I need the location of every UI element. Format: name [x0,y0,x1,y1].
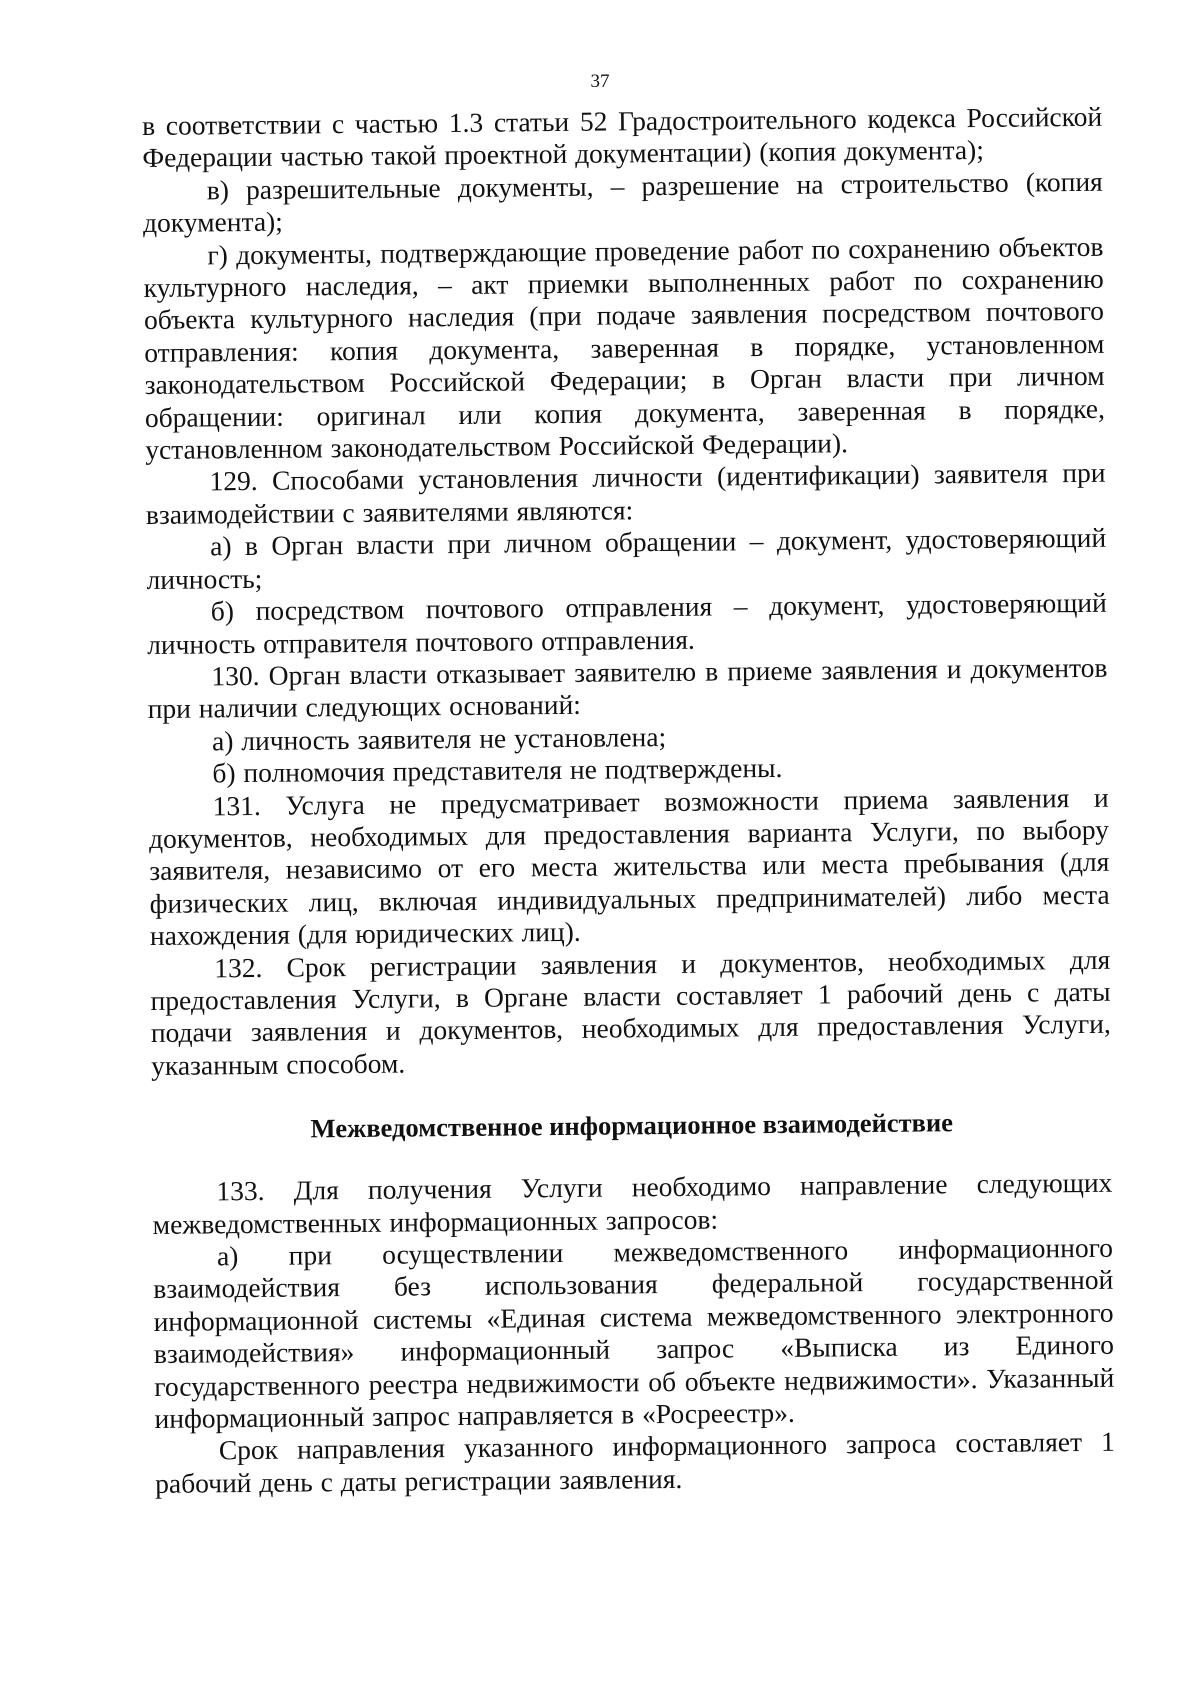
paragraph: 131. Услуга не предусматривает возможности приема заявления и документов, необходимых для предоставления варианта Услуги, по выбору заявителя, независимо от его места жительства или места пребывания (для физических лиц, включая индивидуальных предпринимателей) либо места нахождения (для юридических лиц). [148,781,1110,952]
paragraph: а) при осуществлении межведомственного информационного взаимодействия без использования федеральной государственной информационной системы «Единая система межведомственного электронного взаимодействия» информационный запрос «Выписка из Единого государственного реестра недвижимости об объекте недвижимости». Указанный информационный запрос направляется в «Росреестр». [153,1231,1115,1434]
paragraph: 132. Срок регистрации заявления и документов, необходимых для предоставления Услуги, в Органе власти составляет 1 рабочий день с даты подачи заявления и документов, необходимых для предоставления Услуги, указанным способом. [150,943,1111,1081]
paragraph: в соответствии с частью 1.3 статьи 52 Градостроительного кодекса Российской Федерации частью такой проектной документации) (копия документа); [142,100,1103,174]
paragraph: Срок направления указанного информационного запроса составляет 1 рабочий день с даты регистрации заявления. [155,1426,1115,1499]
document-body [142,101,1115,1500]
paragraphs-after-heading [152,1167,1115,1500]
page-number: 37 [590,71,610,92]
paragraph: в) разрешительные документы, – разрешение на строительство (копия документа); [142,165,1103,239]
paragraph: б) посредством почтового отправления – документ, удостоверяющий личность отправителя почтового отправления. [146,586,1107,660]
paragraph: б) полномочия представителя не подтверждены. [212,752,783,789]
paragraphs-before-heading [142,101,1111,1082]
section-heading: Межведомственное информационное взаимодействие [310,1107,954,1144]
paragraph: а) личность заявителя не установлена; [211,720,667,757]
paragraph: 129. Способами установления личности (идентификации) заявителя при взаимодействии с заявителями являются: [145,457,1106,530]
paragraph: а) в Орган власти при личном обращении – документ, удостоверяющий личность; [146,522,1107,595]
paragraph: 130. Орган власти отказывает заявителю в приеме заявления и документов при наличии следующих оснований: [147,651,1108,725]
paragraph: г) документы, подтверждающие проведение работ по сохранению объектов культурного наследия, – акт приемки выполненных работ по сохранению объекта культурного наследия (при подаче заявления посредством почтового отправления: копия документа, заверенная в порядке, установленном законодательством Российской Федерации; в Орган власти при личном обращении: оригинал или копия документа, заверенная в порядке, установленном законодательством Российской Федерации). [143,230,1106,466]
paragraph: 133. Для получения Услуги необходимо направление следующих межведомственных информационных запросов: [152,1166,1113,1240]
